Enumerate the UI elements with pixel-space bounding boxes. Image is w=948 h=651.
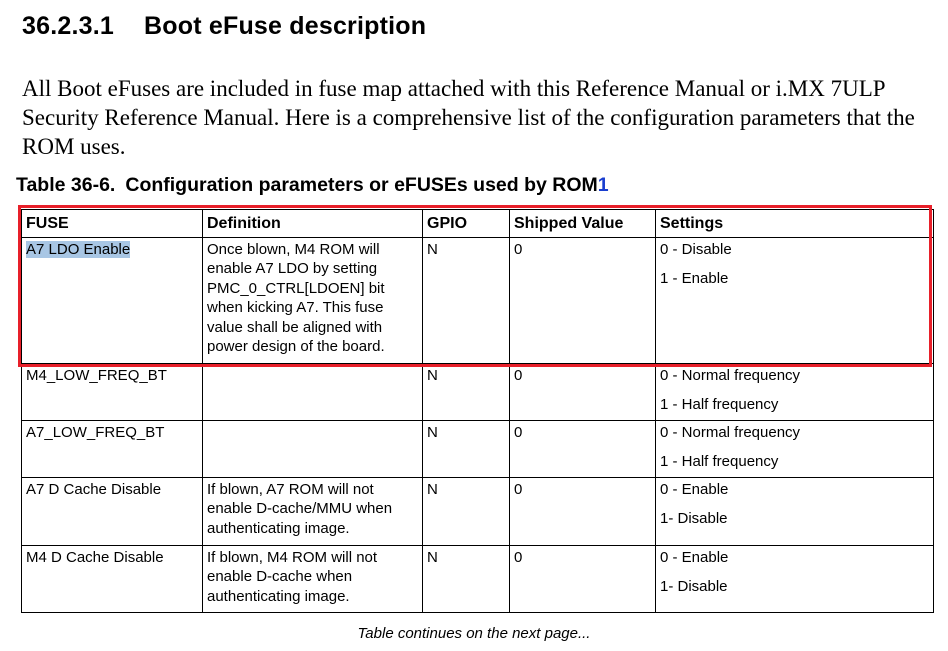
setting-option: 0 - Enable	[660, 480, 729, 498]
table-number: Table 36-6.	[16, 174, 116, 196]
section-heading	[22, 12, 426, 41]
setting-option: 0 - Disable	[660, 240, 732, 258]
table-row	[22, 363, 934, 420]
config-table	[21, 209, 934, 613]
cell-gpio: N	[423, 237, 510, 363]
table-row	[22, 545, 934, 612]
header-settings: Settings	[656, 210, 934, 238]
cell-settings	[656, 420, 934, 477]
setting-option: 0 - Normal frequency	[660, 423, 801, 441]
header-shipped-value: Shipped Value	[510, 210, 656, 238]
cell-gpio: N	[423, 420, 510, 477]
section-number: 36.2.3.1	[22, 12, 114, 40]
header-gpio: GPIO	[423, 210, 510, 238]
cell-shipped-value: 0	[510, 420, 656, 477]
setting-option: 1 - Half frequency	[660, 396, 779, 413]
setting-option: 1- Disable	[660, 510, 728, 527]
cell-settings	[656, 477, 934, 545]
setting-option: 0 - Normal frequency	[660, 366, 801, 384]
section-title: Boot eFuse description	[144, 12, 427, 40]
cell-definition	[203, 420, 423, 477]
table-row	[22, 237, 934, 363]
setting-option: 1 - Half frequency	[660, 453, 779, 470]
table-row	[22, 477, 934, 545]
cell-fuse: A7_LOW_FREQ_BT	[22, 420, 203, 477]
header-fuse: FUSE	[22, 210, 203, 238]
setting-option: 1- Disable	[660, 578, 728, 595]
cell-definition: Once blown, M4 ROM will enable A7 LDO by setting PMC_0_CTRL[LDOEN] bit when kicking A7. This fuse value shall be aligned with power design of the board.	[203, 237, 423, 363]
cell-shipped-value: 0	[510, 477, 656, 545]
cell-settings	[656, 545, 934, 612]
selected-text[interactable]: A7 LDO Enable	[26, 240, 131, 258]
cell-definition: If blown, A7 ROM will not enable D-cache/MMU when authenticating image.	[203, 477, 423, 545]
cell-shipped-value: 0	[510, 545, 656, 612]
cell-gpio: N	[423, 363, 510, 420]
table-caption	[16, 174, 609, 197]
cell-fuse: M4 D Cache Disable	[22, 545, 203, 612]
cell-gpio: N	[423, 477, 510, 545]
cell-settings	[656, 363, 934, 420]
cell-gpio: N	[423, 545, 510, 612]
cell-definition	[203, 363, 423, 420]
setting-option: 1 - Enable	[660, 270, 729, 287]
table-title: Configuration parameters or eFUSEs used by ROM	[125, 174, 598, 196]
cell-fuse: A7 D Cache Disable	[22, 477, 203, 545]
intro-paragraph: All Boot eFuses are included in fuse map attached with this Reference Manual or i.MX 7ULP Security Reference Manual. Here is a comprehensive list of the configuration parameters that the ROM uses.	[22, 76, 915, 159]
cell-fuse	[22, 237, 203, 363]
table-header-row	[22, 210, 934, 238]
table-row	[22, 420, 934, 477]
cell-shipped-value: 0	[510, 237, 656, 363]
table-continuation-note: Table continues on the next page...	[357, 625, 591, 642]
setting-option: 0 - Enable	[660, 548, 729, 566]
cell-shipped-value: 0	[510, 363, 656, 420]
cell-definition: If blown, M4 ROM will not enable D-cache when authenticating image.	[203, 545, 423, 612]
footnote-link[interactable]: 1	[597, 174, 609, 196]
cell-settings	[656, 237, 934, 363]
header-definition: Definition	[203, 210, 423, 238]
cell-fuse: M4_LOW_FREQ_BT	[22, 363, 203, 420]
